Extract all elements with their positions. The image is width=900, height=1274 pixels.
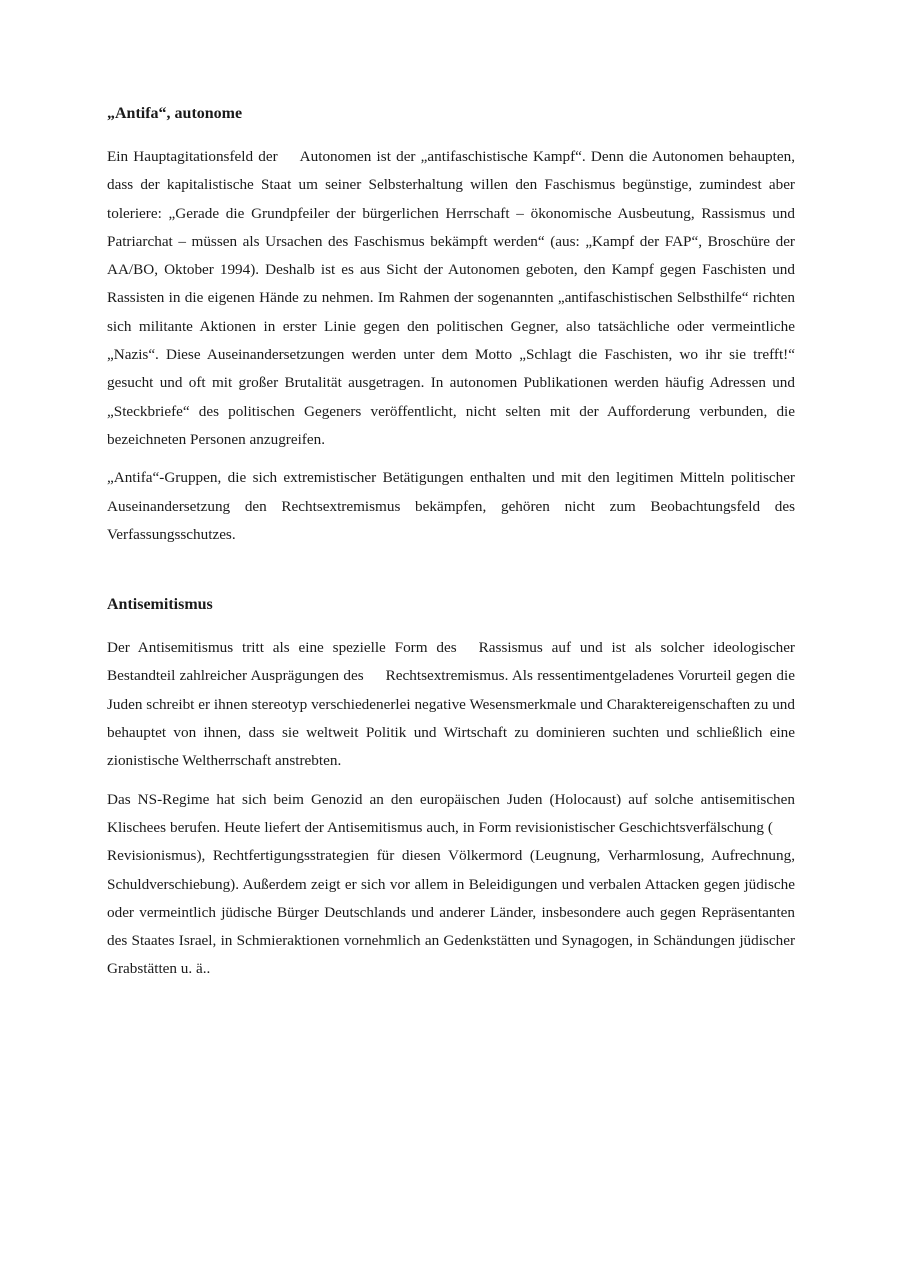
section-heading-antisemitismus: Antisemitismus <box>107 596 213 614</box>
text-run: Das NS-Regime hat sich beim Genozid an den europäischen Juden (Holocaust) auf solche antisemitischen Klischees berufen. Heute liefert der Antisemitismus auch, in Form revisionistischer Geschichtsverfälschung ( <box>107 790 795 836</box>
text-run: Revisionismus), Rechtfertigungsstrategien für diesen Völkermord (Leugnung, Verharmlosung, Aufrechnung, Schuldverschiebung). Außerdem zeigt er sich vor allem in Beleidigungen und verbalen Attacken gegen jüdische oder vermeintlich jüdische Bürger Deutschlands und anderer Länder, insbesondere auch gegen Repräsentanten des Staates Israel, in Schmieraktionen vornehmlich an Gedenkstätten und Synagogen, in Schändungen jüdischer Grabstätten u. ä.. <box>107 847 795 978</box>
text-run: Rechtsextremismus. Als ressentimentgeladenes Vorurteil gegen die Juden schreibt er ihnen stereotyp verschiedenerlei negative Wesensmerkmale und Charaktereigenschaften zu und behauptet von ihnen, dass sie weltweit Politik und Wirtschaft zu dominieren suchten und schließlich eine zionistische Weltherrschaft anstrebten. <box>107 667 795 770</box>
page-content <box>107 104 795 994</box>
text-run: Autonomen ist der „antifaschistische Kampf“. Denn die Autonomen behaupten, dass der kapitalistische Staat um seiner Selbsterhaltung willen den Faschismus begünstige, zumindest aber toleriere: „Gerade die Grundpfeiler der bürgerlichen Herrschaft – ökonomische Ausbeutung, Rassismus und Patriarchat – müssen als Ursachen des Faschismus bekämpft werden“ (aus: „Kampf der FAP“, Broschüre der AA/BO, Oktober 1994). Deshalb ist es aus Sicht der Autonomen geboten, den Kampf gegen Faschisten und Rassisten in die eigenen Hände zu nehmen. Im Rahmen der sogenannten „antifaschistischen Selbsthilfe“ richten sich militante Aktionen in erster Linie gegen den politischen Gegner, also tatsächliche oder vermeintliche „Nazis“. Diese Auseinandersetzungen werden unter dem Motto „Schlagt die Faschisten, wo ihr sie trefft!“ gesucht und oft mit großer Brutalität ausgetragen. In autonomen Publikationen werden häufig Adressen und „Steckbriefe“ des politischen Gegeners veröffentlicht, nicht selten mit der Aufforderung verbunden, die bezeichneten Personen anzugreifen. <box>107 148 796 448</box>
text-run: Ein Hauptagitationsfeld der <box>107 148 278 165</box>
paragraph-antifa-2: „Antifa“-Gruppen, die sich extremistischer Betätigungen enthalten und mit den legitimen Mitteln politischer Auseinandersetzung den Rechtsextremismus bekämpfen, gehören nicht zum Beobachtungsfeld des Verfassungsschutzes. <box>107 469 795 543</box>
paragraph-antisemitismus-1 <box>107 634 795 775</box>
text-run: Der Antisemitismus tritt als eine spezielle Form des <box>107 639 457 657</box>
paragraph-antisemitismus-2 <box>107 786 795 984</box>
section-heading-antifa: „Antifa“, autonome <box>107 105 243 122</box>
section-antifa <box>107 104 795 549</box>
text-run: Rassismus auf und ist als solcher ideologischer Bestandteil zahlreicher Ausprägungen des <box>107 639 795 685</box>
section-antisemitismus <box>107 595 795 984</box>
paragraph-antifa-1 <box>107 143 795 454</box>
